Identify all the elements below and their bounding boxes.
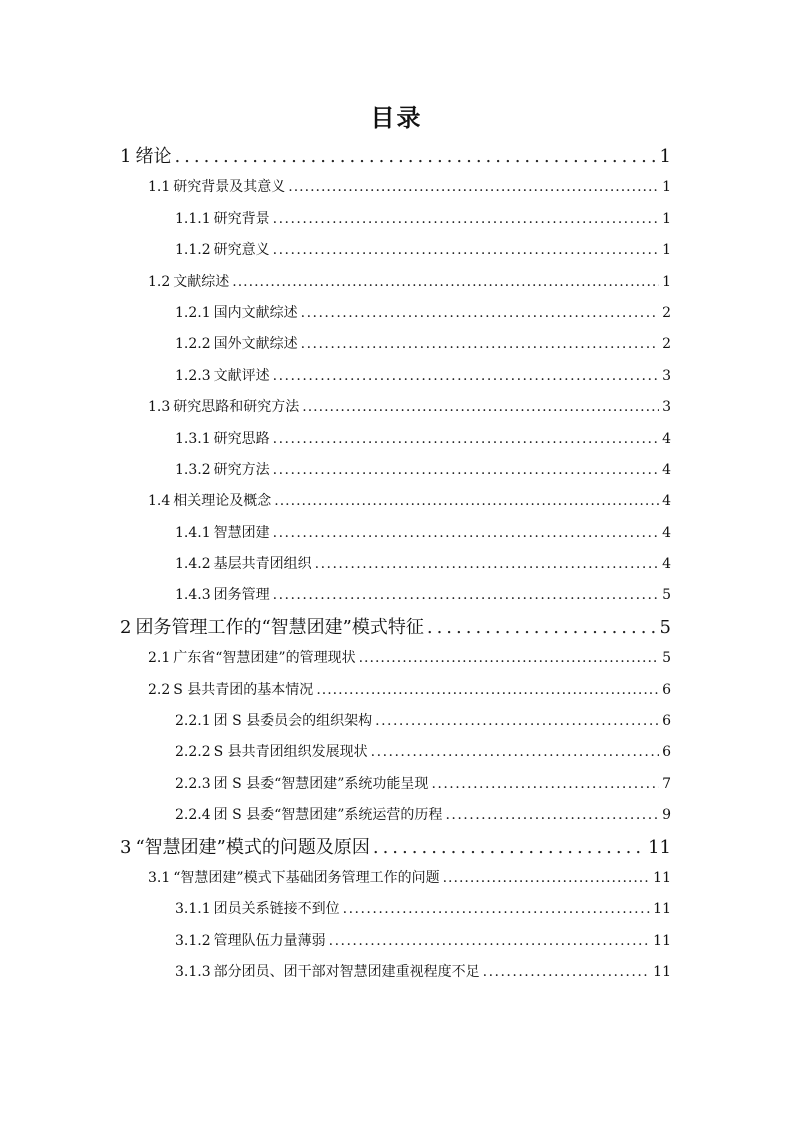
section-number: 2.2.3 xyxy=(175,775,211,792)
section-title: 团 S 县委员会的组织架构 xyxy=(213,713,373,730)
section-number: 1.1.2 xyxy=(175,242,211,259)
dot-leader xyxy=(443,863,651,894)
toc-entry-level-3[interactable] xyxy=(0,298,793,329)
page-number: 4 xyxy=(662,430,671,447)
section-title: 智慧团建 xyxy=(213,524,270,541)
dot-leader xyxy=(373,832,645,863)
section-title: 国内文献综述 xyxy=(213,304,298,321)
dot-leader xyxy=(427,612,657,643)
section-number: 3.1.3 xyxy=(175,964,211,981)
section-title: 研究背景及其意义 xyxy=(173,179,286,196)
dot-leader xyxy=(288,172,659,203)
toc-entry-level-2[interactable] xyxy=(0,643,793,674)
section-number: 1 xyxy=(120,146,132,167)
toc-entry-level-3[interactable] xyxy=(0,235,793,266)
page-number: 2 xyxy=(662,336,671,353)
section-title: “智慧团建”模式下基础团务管理工作的问题 xyxy=(173,869,440,886)
dot-leader xyxy=(273,580,659,611)
section-title: 研究思路和研究方法 xyxy=(173,399,300,416)
dot-leader xyxy=(375,706,659,737)
toc-entry-level-3[interactable] xyxy=(0,361,793,392)
section-number: 3.1.2 xyxy=(175,932,211,949)
page-number: 11 xyxy=(653,901,671,918)
page-number: 4 xyxy=(662,524,671,541)
section-title: 文献评述 xyxy=(213,367,270,384)
dot-leader xyxy=(273,235,659,266)
toc-entry-level-3[interactable] xyxy=(0,769,793,800)
page-number: 6 xyxy=(662,681,671,698)
toc-entry-level-2[interactable] xyxy=(0,267,793,298)
toc-entry-level-3[interactable] xyxy=(0,706,793,737)
section-number: 1.2.3 xyxy=(175,367,211,384)
dot-leader xyxy=(431,769,659,800)
toc-entry-level-3[interactable] xyxy=(0,926,793,957)
page-number: 1 xyxy=(662,242,671,259)
page-number: 6 xyxy=(662,744,671,761)
page-number: 7 xyxy=(662,775,671,792)
toc-entry-level-3[interactable] xyxy=(0,549,793,580)
page-number: 11 xyxy=(653,964,671,981)
section-title: 基层共青团组织 xyxy=(213,556,312,573)
section-number: 1.2.2 xyxy=(175,336,211,353)
section-title: 研究方法 xyxy=(213,461,270,478)
dot-leader xyxy=(371,737,659,768)
toc-entry-level-3[interactable] xyxy=(0,800,793,831)
section-number: 1.2 xyxy=(148,273,171,290)
dot-leader xyxy=(302,392,659,423)
toc-entry-level-3[interactable] xyxy=(0,424,793,455)
section-number: 2.2 xyxy=(148,681,171,698)
section-title: 国外文献综述 xyxy=(213,336,298,353)
section-number: 2.2.2 xyxy=(175,744,211,761)
dot-leader xyxy=(273,424,659,455)
section-title: 相关理论及概念 xyxy=(173,493,272,510)
page-number: 3 xyxy=(662,367,671,384)
section-number: 1.4.1 xyxy=(175,524,211,541)
section-title: S 县共青团的基本情况 xyxy=(173,681,314,698)
section-title: 研究意义 xyxy=(213,242,270,259)
toc-entry-level-1[interactable] xyxy=(0,612,793,643)
page-number: 1 xyxy=(662,179,671,196)
page-number: 9 xyxy=(662,807,671,824)
dot-leader xyxy=(273,518,659,549)
toc-entry-level-1[interactable] xyxy=(0,141,793,172)
section-number: 1.1 xyxy=(148,179,171,196)
page-number: 4 xyxy=(662,493,671,510)
toc-entry-level-3[interactable] xyxy=(0,894,793,925)
toc-entry-level-3[interactable] xyxy=(0,329,793,360)
section-title: 研究思路 xyxy=(213,430,270,447)
toc-entry-level-2[interactable] xyxy=(0,172,793,203)
page-number: 3 xyxy=(662,399,671,416)
toc-entry-level-3[interactable] xyxy=(0,580,793,611)
section-title: 团 S 县委“智慧团建”系统运营的历程 xyxy=(213,807,443,824)
dot-leader xyxy=(343,894,651,925)
dot-leader xyxy=(174,141,656,172)
dot-leader xyxy=(274,486,659,517)
section-number: 1.4 xyxy=(148,493,171,510)
dot-leader xyxy=(445,800,659,831)
section-title: 文献综述 xyxy=(173,273,230,290)
toc-entry-level-3[interactable] xyxy=(0,737,793,768)
section-number: 1.3 xyxy=(148,399,171,416)
section-title: S 县共青团组织发展现状 xyxy=(213,744,368,761)
section-number: 3.1 xyxy=(148,869,171,886)
section-number: 1.3.1 xyxy=(175,430,211,447)
toc-entry-level-1[interactable] xyxy=(0,832,793,863)
section-title: 管理队伍力量薄弱 xyxy=(213,932,326,949)
page-number: 1 xyxy=(662,210,671,227)
section-number: 2.1 xyxy=(148,650,171,667)
page-number: 1 xyxy=(659,146,671,167)
dot-leader xyxy=(483,957,651,988)
section-number: 2.2.4 xyxy=(175,807,211,824)
section-title: “智慧团建”模式的问题及原因 xyxy=(135,836,370,858)
dot-leader xyxy=(301,298,659,329)
page-number: 11 xyxy=(653,932,671,949)
section-number: 3 xyxy=(120,836,132,858)
section-title: 团务管理工作的“智慧团建”模式特征 xyxy=(135,616,424,638)
dot-leader xyxy=(273,361,659,392)
toc-entry-level-2[interactable] xyxy=(0,486,793,517)
section-title: 团员关系链接不到位 xyxy=(213,901,340,918)
section-number: 1.4.3 xyxy=(175,587,211,604)
page-number: 5 xyxy=(662,650,671,667)
page-number: 5 xyxy=(662,587,671,604)
section-title: 研究背景 xyxy=(213,210,270,227)
dot-leader xyxy=(359,643,659,674)
toc-entry-level-3[interactable] xyxy=(0,518,793,549)
section-number: 2.2.1 xyxy=(175,713,211,730)
toc-entry-level-2[interactable] xyxy=(0,863,793,894)
page-number: 4 xyxy=(662,461,671,478)
toc-entry-level-3[interactable] xyxy=(0,455,793,486)
dot-leader xyxy=(316,675,659,706)
page-number: 1 xyxy=(662,273,671,290)
section-number: 1.4.2 xyxy=(175,556,211,573)
page-number: 5 xyxy=(659,616,671,638)
toc-entry-level-2[interactable] xyxy=(0,392,793,423)
page-number: 11 xyxy=(653,869,671,886)
page-number: 6 xyxy=(662,713,671,730)
section-title: 团务管理 xyxy=(213,587,270,604)
dot-leader xyxy=(301,329,659,360)
table-of-contents xyxy=(0,141,793,989)
toc-entry-level-2[interactable] xyxy=(0,675,793,706)
section-title: 团 S 县委“智慧团建”系统功能呈现 xyxy=(213,775,429,792)
section-number: 1.2.1 xyxy=(175,304,211,321)
section-number: 1.1.1 xyxy=(175,210,211,227)
dot-leader xyxy=(232,267,659,298)
toc-entry-level-3[interactable] xyxy=(0,204,793,235)
section-title: 部分团员、团干部对智慧团建重视程度不足 xyxy=(213,964,480,981)
section-number: 1.3.2 xyxy=(175,461,211,478)
page-number: 4 xyxy=(662,556,671,573)
section-number: 3.1.1 xyxy=(175,901,211,918)
dot-leader xyxy=(315,549,659,580)
dot-leader xyxy=(273,204,659,235)
page-number: 11 xyxy=(648,836,671,858)
dot-leader xyxy=(273,455,659,486)
dot-leader xyxy=(329,926,651,957)
page-number: 2 xyxy=(662,304,671,321)
page-title: 目录 xyxy=(370,104,423,132)
section-number: 2 xyxy=(120,616,132,638)
section-title: 广东省“智慧团建”的管理现状 xyxy=(173,650,356,667)
section-title: 绪论 xyxy=(135,146,172,167)
toc-entry-level-3[interactable] xyxy=(0,957,793,988)
